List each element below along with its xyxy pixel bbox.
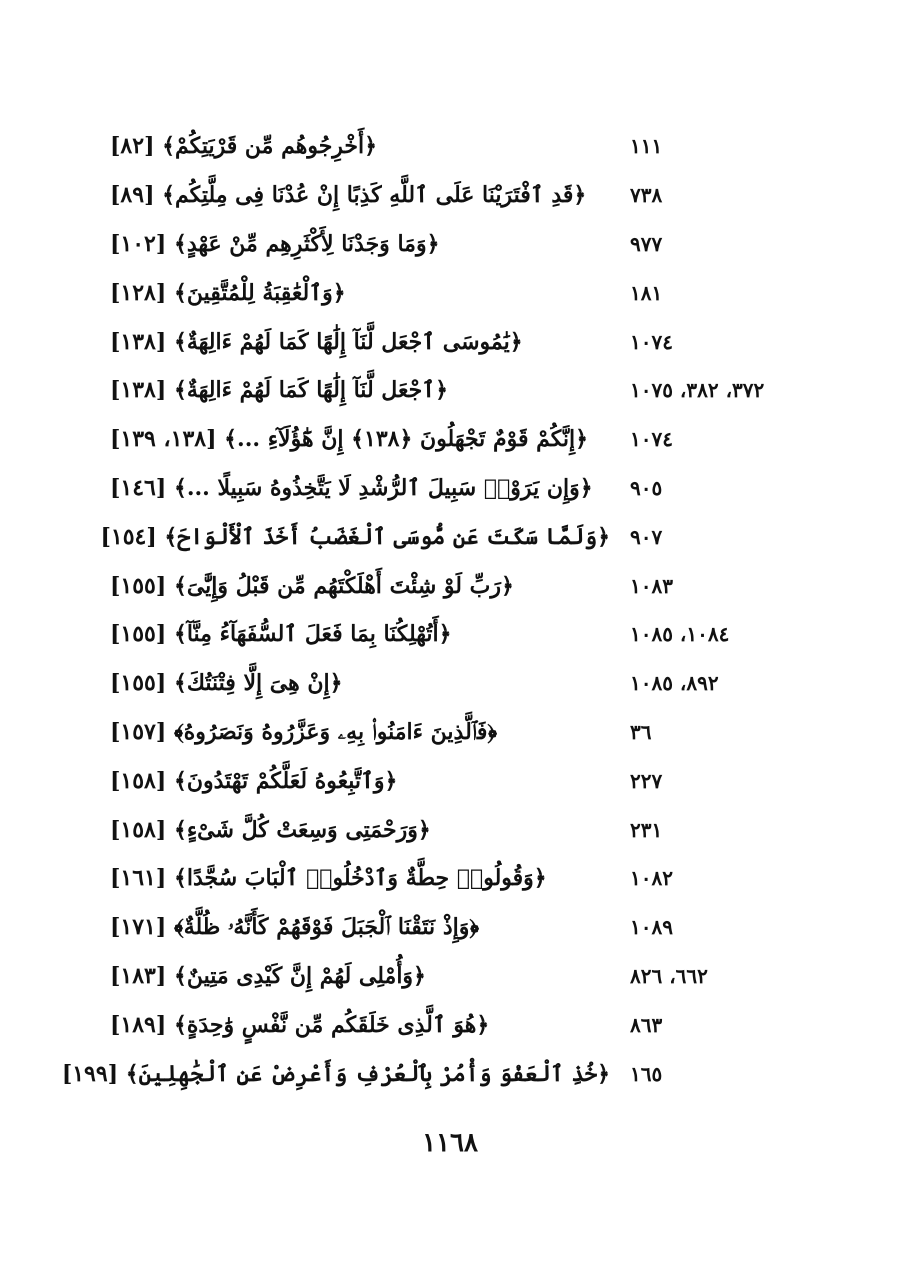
page-references: ١٠٨٣	[630, 573, 673, 598]
index-row	[110, 952, 790, 1001]
index-row	[110, 561, 790, 610]
index-row	[110, 659, 790, 708]
index-row	[61, 1049, 790, 1098]
page-references: ٨٦٣	[630, 1012, 663, 1037]
index-row	[110, 610, 790, 659]
verse-index-table	[61, 122, 790, 1098]
page-references: ١٠٧٤	[630, 427, 673, 452]
index-row	[110, 464, 790, 513]
page-references: ٢٣١	[630, 817, 663, 842]
index-row	[110, 756, 790, 805]
page-references: ١٠٨٩	[630, 915, 673, 940]
index-row	[100, 512, 790, 561]
page-references: ٢٢٧	[630, 768, 663, 793]
page-references: ٩٠٥	[630, 475, 663, 500]
index-row	[110, 171, 790, 220]
verse-text: ﴿وَٱلْعَٰقِبَةُ لِلْمُتَّقِينَ﴾ [١٢٨]	[110, 279, 346, 306]
page-references: ١٦٥	[630, 1061, 663, 1086]
verse-text: ﴿أَتُهْلِكُنَا بِمَا فَعَلَ ٱلسُّفَهَآءُ مِنَّآ﴾ [١٥٥]	[110, 621, 452, 648]
index-row	[110, 220, 790, 269]
verse-text: ﴿وَأُمْلِى لَهُمْ إِنَّ كَيْدِى مَتِينٌ﴾ [١٨٣]	[110, 962, 426, 989]
index-row	[110, 317, 790, 366]
verse-text: ﴿إِنْ هِىَ إِلَّا فِتْنَتُكَ﴾ [١٥٥]	[110, 670, 343, 697]
verse-text: ﴿رَبِّ لَوْ شِئْتَ أَهْلَكْتَهُم مِّن قَبْلُ وَإِيَّٰىَ﴾ [١٥٥]	[110, 572, 514, 599]
page-number: ١١٦٨	[422, 1128, 478, 1158]
verse-text: ﴿وَمَا وَجَدْنَا لِأَكْثَرِهِم مِّنْ عَهْدٍ﴾ [١٠٢]	[110, 230, 440, 257]
index-row	[110, 708, 790, 757]
verse-text: ﴿هُوَ ٱلَّذِى خَلَقَكُم مِّن نَّفْسٍ وَٰحِدَةٍ﴾ [١٨٩]	[110, 1011, 490, 1038]
page-references: ٣٦	[630, 719, 652, 744]
page-references: ٨٩٢، ١٠٨٥	[630, 671, 719, 696]
page-references: ٩٧٧	[630, 231, 663, 256]
verse-text: ﴿فَٱلَّذِينَ ءَامَنُوا۟ بِهِۦ وَعَزَّرُوهُ وَنَصَرُوهُ﴾ [١٥٧]	[110, 718, 498, 745]
index-row	[110, 903, 790, 952]
verse-text: ﴿وَرَحْمَتِى وَسِعَتْ كُلَّ شَىْءٍ﴾ [١٥٨]	[110, 816, 431, 843]
index-row	[110, 1000, 790, 1049]
verse-text: ﴿أَخْرِجُوهُم مِّن قَرْيَتِكُمْ﴾ [٨٢]	[110, 133, 378, 160]
index-row	[110, 415, 790, 464]
verse-text: ﴿إِنَّكُمْ قَوْمٌ تَجْهَلُونَ ﴿١٣٨﴾ إِنَّ هَٰٓؤُلَآءِ ...﴾ [١٣٨، ١٣٩]	[110, 426, 589, 453]
index-row	[110, 805, 790, 854]
page-references: ٣٧٢، ٣٨٢، ١٠٧٥	[630, 378, 765, 403]
page-references: ٩٠٧	[630, 524, 663, 549]
page-references: ١٠٨٢	[630, 866, 673, 891]
verse-text: ﴿وَلَمَّا سَكَتَ عَن مُّوسَى ٱلْغَضَبُ أَخَذَ ٱلْأَلْوَاحَ﴾ [١٥٤]	[100, 523, 610, 550]
page-references: ١٠٨٤، ١٠٨٥	[630, 622, 730, 647]
page-references: ١٨١	[630, 280, 663, 305]
verse-text: ﴿يَٰمُوسَى ٱجْعَل لَّنَآ إِلَٰهًا كَمَا لَهُمْ ءَالِهَةٌ﴾ [١٣٨]	[110, 328, 523, 355]
page-references: ١١١	[630, 134, 663, 159]
page-references: ١٠٧٤	[630, 329, 673, 354]
verse-text: ﴿وَٱتَّبِعُوهُ لَعَلَّكُمْ تَهْتَدُونَ﴾ [١٥٨]	[110, 767, 398, 794]
verse-text: ﴿قَدِ ٱفْتَرَيْنَا عَلَى ٱللَّهِ كَذِبًا إِنْ عُدْنَا فِى مِلَّتِكُم﴾ [٨٩]	[110, 182, 587, 209]
index-row	[110, 366, 790, 415]
page-references: ٧٣٨	[630, 183, 663, 208]
verse-text: ﴿وَإِن يَرَوْا۟ سَبِيلَ ٱلرُّشْدِ لَا يَتَّخِذُوهُ سَبِيلًا ...﴾ [١٤٦]	[110, 474, 593, 501]
verse-text: ﴿وَقُولُوا۟ حِطَّةٌ وَٱدْخُلُوا۟ ٱلْبَابَ سُجَّدًا﴾ [١٦١]	[110, 865, 547, 892]
verse-text: ﴿ٱجْعَل لَّنَآ إِلَٰهًا كَمَا لَهُمْ ءَالِهَةٌ﴾ [١٣٨]	[110, 377, 448, 404]
index-row	[110, 854, 790, 903]
index-row	[110, 268, 790, 317]
index-row	[110, 122, 790, 171]
verse-text: ﴿خُذِ ٱلْعَفْوَ وَأْمُرْ بِٱلْعُرْفِ وَأَعْرِضْ عَنِ ٱلْجَٰهِلِينَ﴾ [١٩٩]	[61, 1060, 610, 1087]
page-references: ٦٦٢، ٨٢٦	[630, 963, 708, 988]
verse-text: ﴿وَإِذْ نَتَقْنَا ٱلْجَبَلَ فَوْقَهُمْ كَأَنَّهُۥ ظُلَّةٌ﴾ [١٧١]	[110, 914, 480, 941]
